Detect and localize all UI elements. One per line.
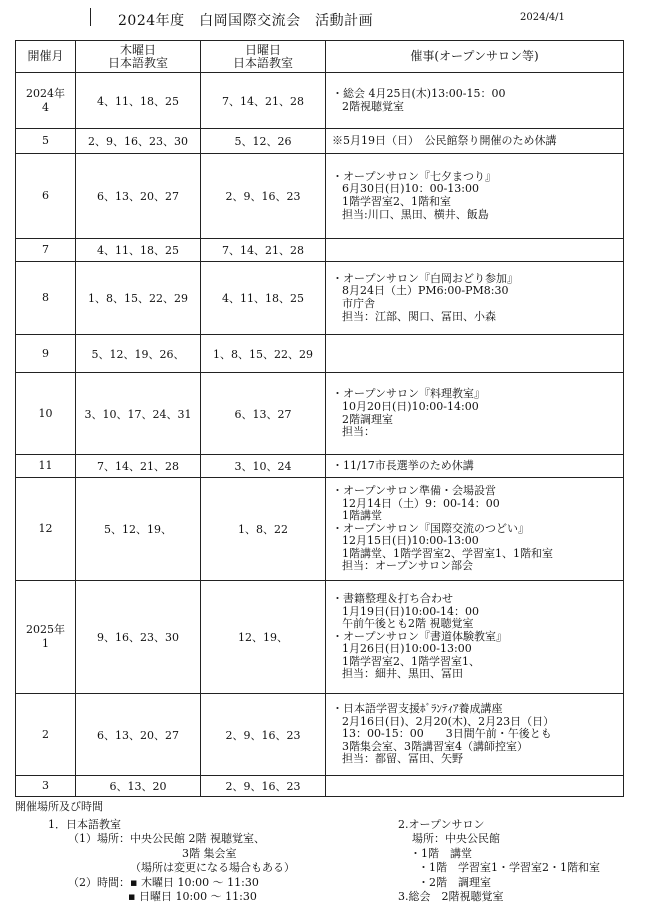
event-detail: 10月20日(日)10:00-14:00	[342, 399, 479, 413]
month-cell	[16, 455, 76, 478]
footer-right-line: ・1階 学習室1・学習室2・1階和室	[418, 861, 600, 875]
event-cell	[326, 262, 624, 335]
event-detail: 担当:川口、黒田、横井、飯島	[342, 207, 489, 221]
month-label: 11	[38, 459, 53, 472]
header-event: 催事(オープンサロン等)	[326, 41, 624, 73]
event-cell	[326, 154, 624, 239]
header-thursday-line1: 木曜日	[119, 42, 156, 57]
month-label: 9	[42, 346, 49, 360]
sunday-dates-cell: 6、13、27	[201, 373, 326, 455]
month-cell	[16, 73, 76, 129]
table-row	[16, 154, 624, 239]
document-date: 2024/4/1	[520, 12, 565, 23]
sunday-dates-cell: 7、14、21、28	[201, 73, 326, 129]
month-label: 10	[38, 406, 53, 420]
event-detail: 1階学習室2、1階和室	[342, 195, 451, 208]
header-thursday	[76, 41, 201, 73]
footer-left-line: ▪ 日曜日 10:00 ～ 11:30	[128, 890, 257, 904]
footer-right-line: 場所：中央公民館	[412, 832, 500, 846]
event-item	[332, 523, 620, 573]
month-label: 8	[42, 291, 49, 304]
month-cell	[16, 373, 76, 455]
month-label: 6	[42, 189, 49, 202]
table-row	[16, 581, 624, 694]
thursday-dates-cell: 6、13、20、27	[76, 694, 201, 776]
event-cell	[326, 239, 624, 262]
event-item	[332, 485, 620, 523]
sunday-dates-cell: 12、19、	[201, 581, 326, 694]
event-cell	[326, 335, 624, 373]
event-detail: 1階講堂、1階学習室2、学習室1、1階和室	[342, 546, 553, 560]
month-cell	[16, 239, 76, 262]
month-cell	[16, 262, 76, 335]
event-detail: 担当：江部、関口、冨田、小森	[342, 309, 496, 323]
event-detail: 担当：細井、黒田、冨田	[342, 667, 463, 681]
event-title: ・オープンサロン準備・会場設営	[332, 483, 497, 497]
month-cell	[16, 694, 76, 776]
event-detail: 13：00-15：00 3日間午前・午後とも	[342, 727, 552, 741]
event-detail: 3階集会室、3階講習室4（講師控室）	[342, 739, 528, 753]
thursday-dates-cell: 2、9、16、23、30	[76, 129, 201, 154]
activity-plan-table	[15, 40, 624, 797]
table-row	[16, 455, 624, 478]
thursday-dates-cell: 9、16、23、30	[76, 581, 201, 694]
event-cell	[326, 73, 624, 129]
month-label: 5	[42, 134, 49, 147]
sunday-dates-cell: 2、9、16、23	[201, 694, 326, 776]
month-cell	[16, 478, 76, 581]
footer-left-line: 1．日本語教室	[48, 818, 121, 831]
footer-left-line: 3階 集会室	[182, 846, 237, 860]
table-row	[16, 776, 624, 797]
month-cell	[16, 154, 76, 239]
header-sunday-line1: 日曜日	[244, 42, 281, 57]
event-detail: 担当：	[342, 425, 375, 439]
event-title: ・総会 4月25日(木)13:00-15：00	[332, 86, 506, 100]
thursday-dates-cell: 6、13、20、27	[76, 154, 201, 239]
event-cell	[326, 776, 624, 797]
event-title: ・オープンサロン『国際交流のつどい』	[332, 521, 530, 535]
table-row	[16, 129, 624, 154]
event-detail: 1階講堂	[342, 509, 382, 523]
footer-right-line: ・2階 調理室	[418, 875, 491, 889]
sunday-dates-cell: 5、12、26	[201, 129, 326, 154]
event-cell	[326, 581, 624, 694]
month-cell	[16, 581, 76, 694]
table-row	[16, 262, 624, 335]
footer-title: 開催場所及び時間	[15, 800, 103, 813]
event-title: ・11/17市長選挙のため休講	[332, 458, 474, 472]
month-label: 7	[42, 243, 49, 256]
table-row	[16, 373, 624, 455]
sunday-dates-cell: 2、9、16、23	[201, 776, 326, 797]
header-sunday	[201, 41, 326, 73]
page-header	[0, 0, 645, 38]
event-detail: 市庁舎	[342, 297, 375, 310]
footer-right-line: ・1階 講堂	[410, 846, 472, 860]
footer-right-line: 2.オープンサロン	[398, 818, 485, 831]
event-cell	[326, 455, 624, 478]
event-detail: 2階視聴覚室	[342, 99, 404, 113]
thursday-dates-cell: 3、10、17、24、31	[76, 373, 201, 455]
event-title: ・オープンサロン『白岡おどり参加』	[332, 271, 519, 285]
header-sunday-line2: 日本語教室	[232, 55, 293, 70]
table-row	[16, 73, 624, 129]
event-item	[332, 273, 620, 323]
sunday-dates-cell: 7、14、21、28	[201, 239, 326, 262]
event-detail: 8月24日（土）PM6:00-PM8:30	[342, 284, 509, 298]
thursday-dates-cell: 6、13、20	[76, 776, 201, 797]
table-row	[16, 478, 624, 581]
event-item	[332, 703, 620, 766]
month-label: 1	[42, 637, 49, 650]
month-cell	[16, 129, 76, 154]
event-title: ・日本語学習支援ﾎﾞﾗﾝﾃｨｱ養成講座	[332, 702, 503, 716]
page-title: 2024年度 白岡国際交流会 活動計画	[118, 13, 374, 29]
thursday-dates-cell: 1、8、15、22、29	[76, 262, 201, 335]
event-item	[332, 388, 620, 438]
event-cell	[326, 373, 624, 455]
event-detail: 2階調理室	[342, 412, 393, 426]
event-item	[332, 460, 620, 473]
sunday-dates-cell: 1、8、15、22、29	[201, 335, 326, 373]
sunday-dates-cell: 2、9、16、23	[201, 154, 326, 239]
thursday-dates-cell: 4、11、18、25	[76, 239, 201, 262]
table-row	[16, 335, 624, 373]
event-detail: 6月30日(日)10：00-13:00	[342, 182, 479, 196]
event-item	[332, 631, 620, 681]
thursday-dates-cell: 5、12、19、26、	[76, 335, 201, 373]
event-item	[332, 171, 620, 221]
event-title: ・オープンサロン『書道体験教室』	[332, 629, 508, 643]
open-salon-info	[398, 818, 600, 904]
event-cell	[326, 129, 624, 154]
month-label: 12	[38, 522, 53, 535]
header-divider	[90, 8, 91, 26]
month-label: 2025年	[26, 623, 65, 636]
month-label: 2024年	[26, 86, 65, 100]
month-label: 2	[42, 727, 49, 741]
sunday-dates-cell: 4、11、18、25	[201, 262, 326, 335]
event-title: ※5月19日（日） 公民館祭り開催のため休講	[332, 133, 557, 147]
event-detail: 12月15日(日)10:00-13:00	[342, 534, 479, 548]
event-detail: 2月16日(日)、2月20(木)、2月23日（日）	[342, 714, 555, 728]
month-label: 3	[42, 779, 49, 792]
event-detail: 午前午後とも2階 視聴覚室	[342, 617, 474, 631]
thursday-dates-cell: 4、11、18、25	[76, 73, 201, 129]
event-detail: 1階学習室2、1階学習室1、	[342, 654, 480, 668]
footer-left-line: （場所は変更になる場合もある）	[130, 861, 295, 875]
event-title: ・書籍整理＆打ち合わせ	[332, 591, 453, 605]
footer-right-line: 3.総会 2階視聴覚室	[398, 890, 504, 904]
event-detail: 1月19日(日)10:00-14：00	[342, 604, 479, 618]
event-cell	[326, 694, 624, 776]
event-item	[332, 88, 620, 113]
month-cell	[16, 776, 76, 797]
event-title: ・オープンサロン『料理教室』	[332, 387, 486, 401]
venue-and-time-section	[0, 796, 645, 919]
event-detail: 12月14日（土）9：00-14：00	[342, 496, 500, 510]
event-title: ・オープンサロン『七夕まつり』	[332, 169, 497, 183]
table-row	[16, 694, 624, 776]
event-cell	[326, 478, 624, 581]
table-row	[16, 239, 624, 262]
event-detail: 担当：都留、冨田、矢野	[342, 752, 463, 766]
thursday-dates-cell: 5、12、19、	[76, 478, 201, 581]
month-label: 4	[42, 100, 49, 114]
event-item	[332, 135, 620, 148]
sunday-dates-cell: 3、10、24	[201, 455, 326, 478]
header-thursday-line2: 日本語教室	[107, 55, 168, 70]
event-detail: 担当：オープンサロン部会	[342, 559, 474, 573]
event-detail: 1月26日(日)10:00-13:00	[342, 642, 472, 656]
footer-left-line: （2）時間：▪ 木曜日 10:00 ～ 11:30	[68, 875, 259, 889]
footer-left-line: （1）場所：中央公民館 2階 視聴覚室、	[68, 832, 265, 846]
japanese-class-info	[48, 818, 295, 904]
header-month: 開催月	[16, 41, 76, 73]
sunday-dates-cell: 1、8、22	[201, 478, 326, 581]
event-item	[332, 593, 620, 631]
thursday-dates-cell: 7、14、21、28	[76, 455, 201, 478]
table-body	[16, 73, 624, 797]
month-cell	[16, 335, 76, 373]
table-header-row	[16, 41, 624, 73]
